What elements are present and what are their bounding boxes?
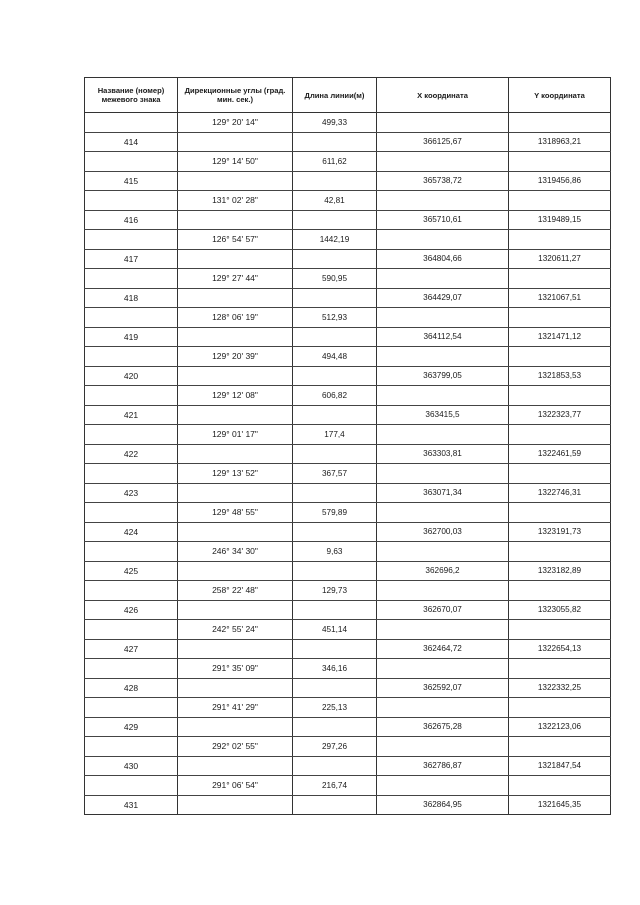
table-row: [85, 171, 611, 191]
x-coordinate-cell: [377, 386, 509, 406]
line-length-cell: [293, 600, 377, 620]
x-coordinate-cell: [377, 542, 509, 562]
table-row: [85, 503, 611, 523]
table-row: [85, 288, 611, 308]
x-coordinate-cell: [377, 425, 509, 445]
line-length-cell: 451,14: [293, 620, 377, 640]
y-coordinate-cell: 1321471,12: [509, 327, 611, 347]
table-row: [85, 581, 611, 601]
mark-name-cell: [85, 542, 178, 562]
direction-angle-cell: [178, 171, 293, 191]
line-length-cell: 606,82: [293, 386, 377, 406]
y-coordinate-cell: [509, 737, 611, 757]
line-length-cell: [293, 249, 377, 269]
table-header-row: [85, 78, 611, 113]
mark-name-cell: 423: [85, 483, 178, 503]
y-coordinate-cell: [509, 113, 611, 133]
direction-angle-cell: [178, 327, 293, 347]
y-coordinate-cell: 1322323,77: [509, 405, 611, 425]
x-coordinate-cell: [377, 737, 509, 757]
line-length-cell: [293, 132, 377, 152]
line-length-cell: 367,57: [293, 464, 377, 484]
x-coordinate-cell: [377, 347, 509, 367]
direction-angle-cell: [178, 795, 293, 815]
table-row: [85, 347, 611, 367]
direction-angle-cell: 129° 12' 08": [178, 386, 293, 406]
table-row: [85, 464, 611, 484]
direction-angle-cell: [178, 639, 293, 659]
mark-name-cell: 422: [85, 444, 178, 464]
x-coordinate-cell: 365710,61: [377, 210, 509, 230]
table-row: [85, 269, 611, 289]
x-coordinate-cell: 362864,95: [377, 795, 509, 815]
direction-angle-cell: [178, 483, 293, 503]
mark-name-cell: 417: [85, 249, 178, 269]
line-length-cell: [293, 327, 377, 347]
header-x-coordinate: X координата: [377, 78, 509, 113]
line-length-cell: [293, 678, 377, 698]
line-length-cell: [293, 288, 377, 308]
x-coordinate-cell: 365738,72: [377, 171, 509, 191]
mark-name-cell: [85, 230, 178, 250]
mark-name-cell: [85, 386, 178, 406]
mark-name-cell: 425: [85, 561, 178, 581]
table-row: [85, 795, 611, 815]
x-coordinate-cell: [377, 308, 509, 328]
y-coordinate-cell: [509, 347, 611, 367]
y-coordinate-cell: 1322123,06: [509, 717, 611, 737]
header-mark-name: Название (номер) межевого знака: [85, 78, 178, 113]
mark-name-cell: 414: [85, 132, 178, 152]
direction-angle-cell: 131° 02' 28": [178, 191, 293, 211]
table-row: [85, 678, 611, 698]
direction-angle-cell: [178, 249, 293, 269]
direction-angle-cell: [178, 678, 293, 698]
direction-angle-cell: 291° 06' 54": [178, 776, 293, 796]
direction-angle-cell: 129° 01' 17": [178, 425, 293, 445]
mark-name-cell: 418: [85, 288, 178, 308]
y-coordinate-cell: 1318963,21: [509, 132, 611, 152]
x-coordinate-cell: [377, 659, 509, 679]
y-coordinate-cell: 1321853,53: [509, 366, 611, 386]
table-row: [85, 386, 611, 406]
y-coordinate-cell: [509, 425, 611, 445]
header-direction-angle: Дирекционные углы (град. мин. сек.): [178, 78, 293, 113]
direction-angle-cell: [178, 288, 293, 308]
x-coordinate-cell: 362696,2: [377, 561, 509, 581]
mark-name-cell: 420: [85, 366, 178, 386]
line-length-cell: 225,13: [293, 698, 377, 718]
y-coordinate-cell: 1323191,73: [509, 522, 611, 542]
direction-angle-cell: [178, 522, 293, 542]
mark-name-cell: 426: [85, 600, 178, 620]
y-coordinate-cell: [509, 620, 611, 640]
direction-angle-cell: 126° 54' 57": [178, 230, 293, 250]
direction-angle-cell: [178, 132, 293, 152]
direction-angle-cell: 129° 14' 50": [178, 152, 293, 172]
line-length-cell: [293, 717, 377, 737]
table-row: [85, 561, 611, 581]
table-row: [85, 483, 611, 503]
table-row: [85, 249, 611, 269]
y-coordinate-cell: [509, 659, 611, 679]
line-length-cell: [293, 561, 377, 581]
mark-name-cell: [85, 308, 178, 328]
mark-name-cell: [85, 347, 178, 367]
y-coordinate-cell: [509, 269, 611, 289]
direction-angle-cell: [178, 210, 293, 230]
direction-angle-cell: [178, 561, 293, 581]
line-length-cell: 42,81: [293, 191, 377, 211]
direction-angle-cell: [178, 405, 293, 425]
mark-name-cell: 416: [85, 210, 178, 230]
y-coordinate-cell: [509, 503, 611, 523]
x-coordinate-cell: 363415,5: [377, 405, 509, 425]
y-coordinate-cell: [509, 542, 611, 562]
table-row: [85, 405, 611, 425]
line-length-cell: [293, 366, 377, 386]
direction-angle-cell: 129° 13' 52": [178, 464, 293, 484]
table-row: [85, 327, 611, 347]
mark-name-cell: 429: [85, 717, 178, 737]
mark-name-cell: [85, 737, 178, 757]
y-coordinate-cell: 1319456,86: [509, 171, 611, 191]
direction-angle-cell: 129° 48' 55": [178, 503, 293, 523]
direction-angle-cell: 242° 55' 24": [178, 620, 293, 640]
mark-name-cell: 421: [85, 405, 178, 425]
y-coordinate-cell: [509, 698, 611, 718]
boundary-marks-table: [84, 77, 611, 815]
x-coordinate-cell: 366125,67: [377, 132, 509, 152]
x-coordinate-cell: [377, 113, 509, 133]
line-length-cell: 611,62: [293, 152, 377, 172]
x-coordinate-cell: 362592,07: [377, 678, 509, 698]
line-length-cell: 129,73: [293, 581, 377, 601]
x-coordinate-cell: 364429,07: [377, 288, 509, 308]
y-coordinate-cell: [509, 776, 611, 796]
mark-name-cell: [85, 503, 178, 523]
direction-angle-cell: [178, 756, 293, 776]
line-length-cell: 512,93: [293, 308, 377, 328]
line-length-cell: [293, 483, 377, 503]
x-coordinate-cell: 363303,81: [377, 444, 509, 464]
mark-name-cell: 428: [85, 678, 178, 698]
table-row: [85, 522, 611, 542]
direction-angle-cell: 291° 41' 29": [178, 698, 293, 718]
x-coordinate-cell: [377, 776, 509, 796]
y-coordinate-cell: 1322746,31: [509, 483, 611, 503]
mark-name-cell: [85, 269, 178, 289]
x-coordinate-cell: 363071,34: [377, 483, 509, 503]
x-coordinate-cell: [377, 620, 509, 640]
y-coordinate-cell: [509, 308, 611, 328]
y-coordinate-cell: [509, 152, 611, 172]
y-coordinate-cell: 1322332,25: [509, 678, 611, 698]
table-row: [85, 737, 611, 757]
y-coordinate-cell: 1319489,15: [509, 210, 611, 230]
header-line-length: Длина линии(м): [293, 78, 377, 113]
mark-name-cell: [85, 698, 178, 718]
table-row: [85, 698, 611, 718]
mark-name-cell: 430: [85, 756, 178, 776]
y-coordinate-cell: 1320611,27: [509, 249, 611, 269]
mark-name-cell: 415: [85, 171, 178, 191]
y-coordinate-cell: [509, 230, 611, 250]
line-length-cell: [293, 210, 377, 230]
mark-name-cell: 424: [85, 522, 178, 542]
x-coordinate-cell: 362670,07: [377, 600, 509, 620]
y-coordinate-cell: 1323182,89: [509, 561, 611, 581]
x-coordinate-cell: [377, 698, 509, 718]
mark-name-cell: 419: [85, 327, 178, 347]
direction-angle-cell: [178, 717, 293, 737]
line-length-cell: 216,74: [293, 776, 377, 796]
mark-name-cell: [85, 152, 178, 172]
table-row: [85, 659, 611, 679]
direction-angle-cell: 128° 06' 19": [178, 308, 293, 328]
line-length-cell: 177,4: [293, 425, 377, 445]
y-coordinate-cell: 1321645,35: [509, 795, 611, 815]
mark-name-cell: [85, 464, 178, 484]
table-row: [85, 756, 611, 776]
table-row: [85, 191, 611, 211]
table-row: [85, 308, 611, 328]
table-row: [85, 776, 611, 796]
x-coordinate-cell: [377, 191, 509, 211]
table-row: [85, 132, 611, 152]
table-row: [85, 717, 611, 737]
direction-angle-cell: 129° 27' 44": [178, 269, 293, 289]
line-length-cell: 346,16: [293, 659, 377, 679]
mark-name-cell: 431: [85, 795, 178, 815]
direction-angle-cell: 291° 35' 09": [178, 659, 293, 679]
mark-name-cell: [85, 581, 178, 601]
line-length-cell: 499,33: [293, 113, 377, 133]
mark-name-cell: [85, 776, 178, 796]
line-length-cell: 579,89: [293, 503, 377, 523]
mark-name-cell: [85, 113, 178, 133]
x-coordinate-cell: [377, 503, 509, 523]
x-coordinate-cell: [377, 269, 509, 289]
direction-angle-cell: 258° 22' 48": [178, 581, 293, 601]
line-length-cell: [293, 795, 377, 815]
table-row: [85, 366, 611, 386]
line-length-cell: 1442,19: [293, 230, 377, 250]
y-coordinate-cell: [509, 581, 611, 601]
line-length-cell: 590,95: [293, 269, 377, 289]
y-coordinate-cell: 1323055,82: [509, 600, 611, 620]
table-row: [85, 542, 611, 562]
line-length-cell: 494,48: [293, 347, 377, 367]
direction-angle-cell: [178, 444, 293, 464]
table-row: [85, 620, 611, 640]
table-row: [85, 425, 611, 445]
header-y-coordinate: Y координата: [509, 78, 611, 113]
mark-name-cell: [85, 425, 178, 445]
line-length-cell: [293, 444, 377, 464]
line-length-cell: [293, 405, 377, 425]
table-row: [85, 444, 611, 464]
table-row: [85, 600, 611, 620]
table-row: [85, 639, 611, 659]
line-length-cell: [293, 639, 377, 659]
x-coordinate-cell: 362675,28: [377, 717, 509, 737]
line-length-cell: 297,26: [293, 737, 377, 757]
direction-angle-cell: [178, 600, 293, 620]
x-coordinate-cell: 363799,05: [377, 366, 509, 386]
x-coordinate-cell: [377, 230, 509, 250]
line-length-cell: [293, 756, 377, 776]
y-coordinate-cell: 1322461,59: [509, 444, 611, 464]
y-coordinate-cell: [509, 191, 611, 211]
table-row: [85, 210, 611, 230]
direction-angle-cell: 246° 34' 30": [178, 542, 293, 562]
direction-angle-cell: 292° 02' 55": [178, 737, 293, 757]
table-row: [85, 230, 611, 250]
table-row: [85, 113, 611, 133]
mark-name-cell: [85, 659, 178, 679]
y-coordinate-cell: 1321067,51: [509, 288, 611, 308]
direction-angle-cell: 129° 20' 14": [178, 113, 293, 133]
x-coordinate-cell: 364804,66: [377, 249, 509, 269]
mark-name-cell: [85, 620, 178, 640]
x-coordinate-cell: 362700,03: [377, 522, 509, 542]
x-coordinate-cell: [377, 581, 509, 601]
y-coordinate-cell: [509, 464, 611, 484]
line-length-cell: [293, 522, 377, 542]
direction-angle-cell: 129° 20' 39": [178, 347, 293, 367]
y-coordinate-cell: 1322654,13: [509, 639, 611, 659]
mark-name-cell: 427: [85, 639, 178, 659]
y-coordinate-cell: [509, 386, 611, 406]
mark-name-cell: [85, 191, 178, 211]
line-length-cell: [293, 171, 377, 191]
y-coordinate-cell: 1321847,54: [509, 756, 611, 776]
x-coordinate-cell: 362464,72: [377, 639, 509, 659]
x-coordinate-cell: [377, 152, 509, 172]
table-row: [85, 152, 611, 172]
x-coordinate-cell: [377, 464, 509, 484]
line-length-cell: 9,63: [293, 542, 377, 562]
x-coordinate-cell: 362786,87: [377, 756, 509, 776]
x-coordinate-cell: 364112,54: [377, 327, 509, 347]
table-body: [85, 113, 611, 815]
direction-angle-cell: [178, 366, 293, 386]
